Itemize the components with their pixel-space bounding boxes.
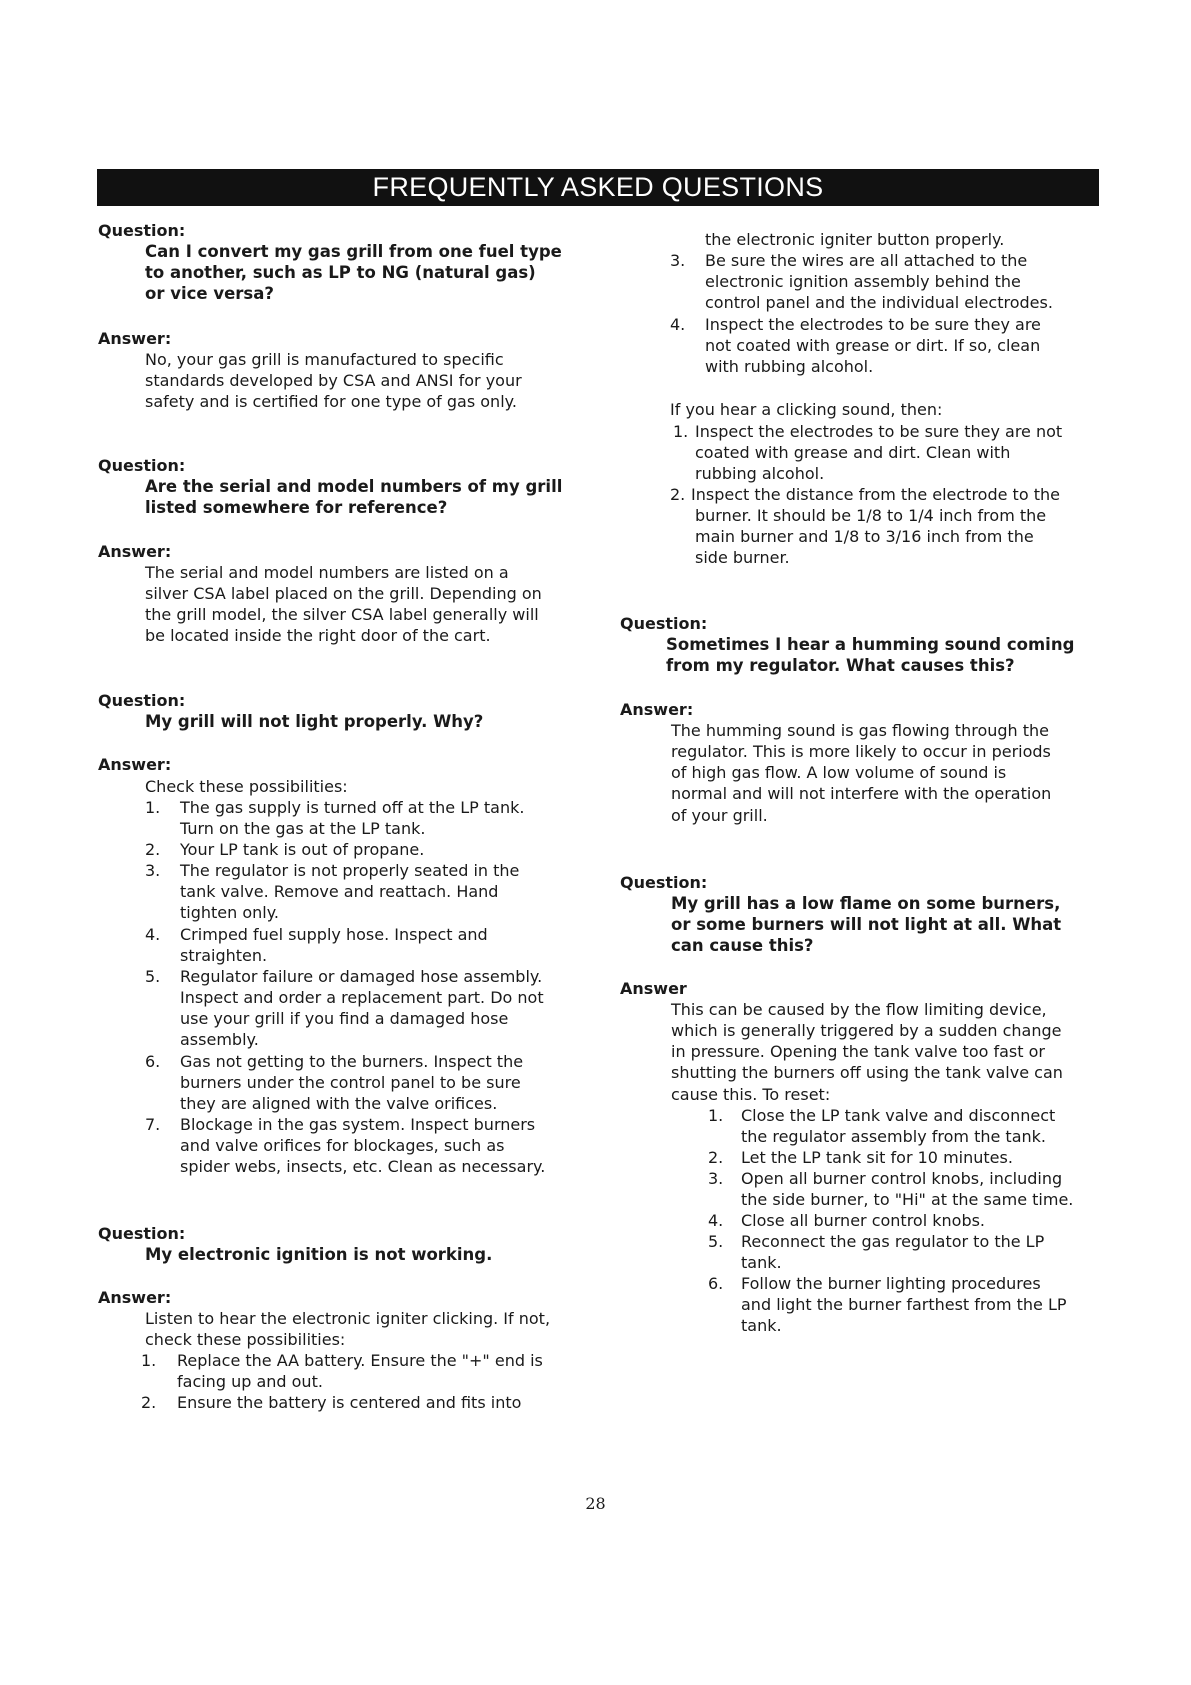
list-item: Turn on the gas at the LP tank.	[180, 819, 426, 838]
question-text: My electronic ignition is not working.	[145, 1245, 493, 1264]
question-text: Can I convert my gas grill from one fuel type	[145, 242, 562, 261]
list-number: 5.	[145, 967, 161, 986]
list-number: 3.	[145, 861, 161, 880]
list-item: Reconnect the gas regulator to the LP	[741, 1232, 1045, 1251]
answer-text: the grill model, the silver CSA label generally will	[145, 605, 539, 624]
list-number: 4.	[145, 925, 161, 944]
list-number: 2.	[145, 840, 161, 859]
list-item: burners under the control panel to be sure	[180, 1073, 521, 1092]
list-item: Follow the burner lighting procedures	[741, 1274, 1041, 1293]
answer-text: regulator. This is more likely to occur in periods	[671, 742, 1051, 761]
answer-text: check these possibilities:	[145, 1330, 346, 1349]
list-item: straighten.	[180, 946, 268, 965]
question-label: Question:	[98, 1224, 186, 1243]
answer-text: If you hear a clicking sound, then:	[670, 400, 943, 419]
list-number: 3.	[670, 251, 686, 270]
list-item: with rubbing alcohol.	[705, 357, 874, 376]
question-text: My grill will not light properly. Why?	[145, 712, 484, 731]
answer-text: Listen to hear the electronic igniter clicking. If not,	[145, 1309, 551, 1328]
list-item: tank.	[741, 1316, 782, 1335]
list-item: the side burner, to "Hi" at the same time.	[741, 1190, 1074, 1209]
answer-label: Answer:	[620, 700, 694, 719]
question-label: Question:	[98, 221, 186, 240]
list-item: Crimped fuel supply hose. Inspect and	[180, 925, 488, 944]
answer-text: standards developed by CSA and ANSI for your	[145, 371, 522, 390]
list-number: 1.	[141, 1351, 157, 1370]
list-item: The regulator is not properly seated in the	[180, 861, 520, 880]
list-number: 2.	[708, 1148, 724, 1167]
list-item: Regulator failure or damaged hose assembly.	[180, 967, 543, 986]
question-text: Sometimes I hear a humming sound coming	[666, 635, 1075, 654]
answer-label: Answer	[620, 979, 687, 998]
list-item: Inspect the electrodes to be sure they are	[705, 315, 1041, 334]
list-number: 3.	[708, 1169, 724, 1188]
answer-text: silver CSA label placed on the grill. Depending on	[145, 584, 542, 603]
list-item: Blockage in the gas system. Inspect burners	[180, 1115, 536, 1134]
answer-text: of your grill.	[671, 806, 768, 825]
list-item: tank valve. Remove and reattach. Hand	[180, 882, 499, 901]
question-text: Are the serial and model numbers of my grill	[145, 477, 563, 496]
question-label: Question:	[98, 691, 186, 710]
list-item: electronic ignition assembly behind the	[705, 272, 1021, 291]
list-item: tighten only.	[180, 903, 280, 922]
answer-text: cause this. To reset:	[671, 1085, 831, 1104]
question-text: My grill has a low flame on some burners,	[671, 894, 1061, 913]
answer-label: Answer:	[98, 1288, 172, 1307]
question-text: or vice versa?	[145, 284, 274, 303]
list-item: Close all burner control knobs.	[741, 1211, 986, 1230]
list-number: 6.	[708, 1274, 724, 1293]
answer-text: safety and is certified for one type of gas only.	[145, 392, 517, 411]
list-item: the electronic igniter button properly.	[705, 230, 1005, 249]
list-item: Inspect the electrodes to be sure they are not	[695, 422, 1063, 441]
list-number: 6.	[145, 1052, 161, 1071]
answer-label: Answer:	[98, 542, 172, 561]
list-item: Inspect the distance from the electrode to the	[691, 485, 1060, 504]
list-item: use your grill if you find a damaged hose	[180, 1009, 509, 1028]
answer-text: be located inside the right door of the cart.	[145, 626, 491, 645]
list-number: 1.	[708, 1106, 724, 1125]
list-item: Open all burner control knobs, including	[741, 1169, 1063, 1188]
list-item: facing up and out.	[177, 1372, 323, 1391]
answer-label: Answer:	[98, 329, 172, 348]
answer-label: Answer:	[98, 755, 172, 774]
question-text: from my regulator. What causes this?	[666, 656, 1015, 675]
list-item: The gas supply is turned off at the LP tank.	[180, 798, 525, 817]
list-number: 2.	[670, 485, 686, 504]
list-item: Replace the AA battery. Ensure the "+" end is	[177, 1351, 543, 1370]
list-item: Inspect and order a replacement part. Do not	[180, 988, 544, 1007]
list-item: Gas not getting to the burners. Inspect the	[180, 1052, 524, 1071]
question-text: can cause this?	[671, 936, 814, 955]
page-title-banner: FREQUENTLY ASKED QUESTIONS	[97, 169, 1099, 206]
list-item: side burner.	[695, 548, 790, 567]
answer-text: in pressure. Opening the tank valve too fast or	[671, 1042, 1045, 1061]
question-text: to another, such as LP to NG (natural gas)	[145, 263, 536, 282]
list-item: and light the burner farthest from the LP	[741, 1295, 1067, 1314]
list-item: Be sure the wires are all attached to the	[705, 251, 1028, 270]
list-item: and valve orifices for blockages, such as	[180, 1136, 505, 1155]
list-item: not coated with grease or dirt. If so, clean	[705, 336, 1041, 355]
list-item: Your LP tank is out of propane.	[180, 840, 425, 859]
answer-text: The serial and model numbers are listed on a	[145, 563, 509, 582]
answer-text: The humming sound is gas flowing through the	[671, 721, 1050, 740]
question-label: Question:	[620, 614, 708, 633]
list-item: Close the LP tank valve and disconnect	[741, 1106, 1056, 1125]
answer-text: which is generally triggered by a sudden change	[671, 1021, 1062, 1040]
question-label: Question:	[620, 873, 708, 892]
list-item: Let the LP tank sit for 10 minutes.	[741, 1148, 1013, 1167]
list-number: 1.	[145, 798, 161, 817]
list-number: 4.	[708, 1211, 724, 1230]
list-item: the regulator assembly from the tank.	[741, 1127, 1046, 1146]
list-number: 7.	[145, 1115, 161, 1134]
list-item: main burner and 1/8 to 3/16 inch from the	[695, 527, 1034, 546]
answer-text: shutting the burners off using the tank valve can	[671, 1063, 1063, 1082]
list-item: coated with grease and dirt. Clean with	[695, 443, 1011, 462]
answer-text: of high gas flow. A low volume of sound is	[671, 763, 1007, 782]
question-text: or some burners will not light at all. What	[671, 915, 1062, 934]
list-item: tank.	[741, 1253, 782, 1272]
question-label: Question:	[98, 456, 186, 475]
question-text: listed somewhere for reference?	[145, 498, 448, 517]
list-number: 1.	[673, 422, 689, 441]
answer-text: normal and will not interfere with the operation	[671, 784, 1052, 803]
list-item: control panel and the individual electrodes.	[705, 293, 1053, 312]
answer-text: This can be caused by the flow limiting device,	[671, 1000, 1047, 1019]
list-item: spider webs, insects, etc. Clean as necessary.	[180, 1157, 546, 1176]
list-number: 5.	[708, 1232, 724, 1251]
list-number: 4.	[670, 315, 686, 334]
list-item: burner. It should be 1/8 to 1/4 inch from the	[695, 506, 1047, 525]
list-number: 2.	[141, 1393, 157, 1412]
answer-text: Check these possibilities:	[145, 777, 348, 796]
page-number: 28	[585, 1494, 606, 1513]
list-item: assembly.	[180, 1030, 259, 1049]
list-item: rubbing alcohol.	[695, 464, 825, 483]
answer-text: No, your gas grill is manufactured to specific	[145, 350, 504, 369]
list-item: they are aligned with the valve orifices.	[180, 1094, 498, 1113]
list-item: Ensure the battery is centered and fits into	[177, 1393, 522, 1412]
